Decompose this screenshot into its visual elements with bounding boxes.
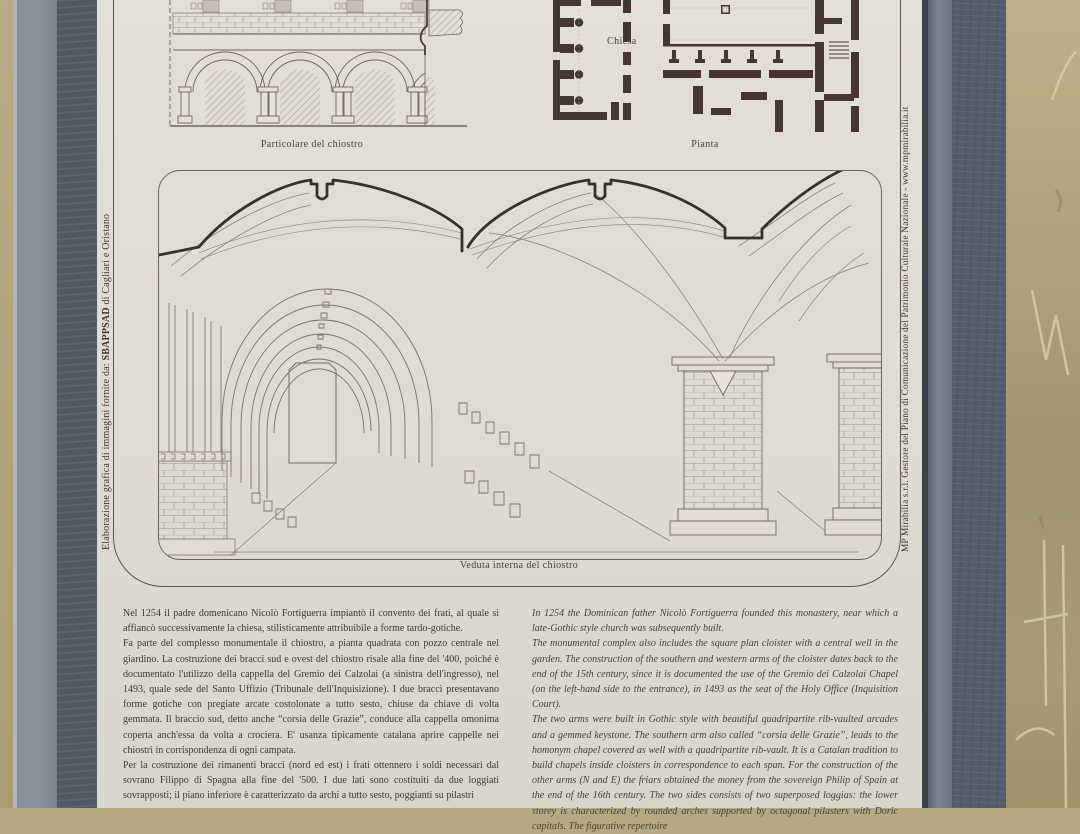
credit-left-suffix: di Cagliari e Oristano (101, 213, 112, 308)
it-paragraph-3: Per la costruzione dei rimanenti bracci (nord ed est) i frati ottennero i soldi necessari dal sovrano Filippo di Spagna alla fine del '500. I due lati sono costituiti da due loggiati sovrapposti; il piano inferiore è caratterizzato da archi a tutto sesto, poggianti su pilastri (123, 760, 499, 802)
plan-stairs (829, 42, 849, 58)
plan-caption: Pianta (691, 139, 719, 150)
center-pillar (670, 357, 776, 535)
frame-right-inner-post (952, 0, 1006, 808)
body-text-english (532, 606, 898, 834)
floor-plan-figure (545, 0, 865, 132)
en-paragraph-1: In 1254 the Dominican father Nicolò Fortiguerra founded this monastery, near which a late-Gothic style church was subsequently built. (532, 608, 898, 635)
credit-left-org: SBAPPSAD (101, 307, 112, 361)
elevation-caption: Particolare del chiostro (260, 139, 364, 150)
arcade-shadows (205, 69, 435, 125)
right-pillar (825, 354, 881, 535)
it-paragraph-1: Nel 1254 il padre domenicano Nicolò Fortiguerra impiantò il convento dei frati, al quale si affiancò successivamente la chiesa, stilisticamente attribuibile a forme tardo-gotiche. (123, 608, 499, 635)
frame-left-inner-post (57, 0, 99, 808)
frame-right-mid-post (928, 0, 952, 808)
masonry-band (173, 13, 425, 34)
body-text-italian (123, 606, 499, 804)
center-pillar-ribs (489, 195, 869, 361)
plan-well-inset (723, 7, 729, 13)
credit-left-vertical-text (101, 190, 112, 550)
plan-walls (553, 0, 859, 132)
view-caption: Veduta interna del chiostro (459, 560, 579, 571)
information-panel-sheet (97, 0, 922, 832)
cloister-elevation-drawing (167, 0, 480, 128)
wall-background-left (0, 0, 13, 808)
corridor-arches (222, 289, 539, 527)
cloister-view-figure (158, 170, 882, 560)
frame-left-outer-post (13, 0, 57, 808)
front-arches (159, 171, 844, 255)
right-bay-background (779, 226, 864, 321)
plan-church-label: Chiesa (607, 36, 637, 47)
floor-plan-drawing (545, 0, 865, 132)
left-wall (159, 303, 235, 555)
en-paragraph-2: The monumental complex also includes the square plan cloister with a central well in the garden. The construction of the southern and western arms of the cloister dates back to the end of the 15th century, since it is documented the use of the Gremio dei Calzolai Chapel (on the left-hand side to the entrance), in 1493 as the seat of the Holy Office (Inquisition Court). (532, 638, 898, 711)
en-paragraph-3: The two arms were built in Gothic style with beautiful quadripartite rib-vaulted arcades and a gemmed keystone. The southern arm also called “corsia delle Grazie”, leads to the homonym chapel covered as well with a quadripartite rib-vault. It is a Catalan tradition to build chapels inside cloisters in correspondence to each span. For the construction of the other arms (N and E) the friars obtained the money from the sovereign Philip of Spain at the end of the 16th century. The two sides consists of two superposed loggias: the lower storey is characterized by rounded arches supported by octagonal pilasters with Doric capitals. The figurative repertoire (532, 714, 898, 832)
cloister-view-drawing (159, 171, 881, 559)
cloister-elevation-figure (167, 0, 480, 128)
upper-loggia-piers (191, 0, 429, 12)
wall-graffiti-scratches (1006, 0, 1080, 808)
credit-left-prefix: Elaborazione grafica di immagini fornite da: (101, 360, 112, 550)
it-paragraph-2: Fa parte del complesso monumentale il chiostro, a pianta quadrata con pozzo centrale nel giardino. La costruzione dei bracci sud e ovest del chiostro risale alla fine del '400, poiché è documentato l'utilizzo della cappella del Gremio dei Calzolai (a sinistra dell'ingresso), nel 1493, quale sede del Santo Uffizio (Tribunale dell'Inquisizione). I due bracci presentavano forme gotiche con pregiate arcate costolonate a tutto sesto, chiuse da chiave di volta gemmata. Il braccio sud, detto anche “corsia delle Grazie”, conduce alla cappella omonima coperta anch'essa da volta a crociera. E' usanza tipicamente catalana aprire cappelle nei chiostri in corrispondenza di ogni campata. (123, 638, 499, 756)
wall-background-right (1006, 0, 1080, 808)
credit-right-vertical-text: MP Mirabilia s.r.l. Gestore del Piano di Comunicazione del Patrimonio Culturale Nazionale - www.mpmirabilia.it (901, 106, 911, 552)
